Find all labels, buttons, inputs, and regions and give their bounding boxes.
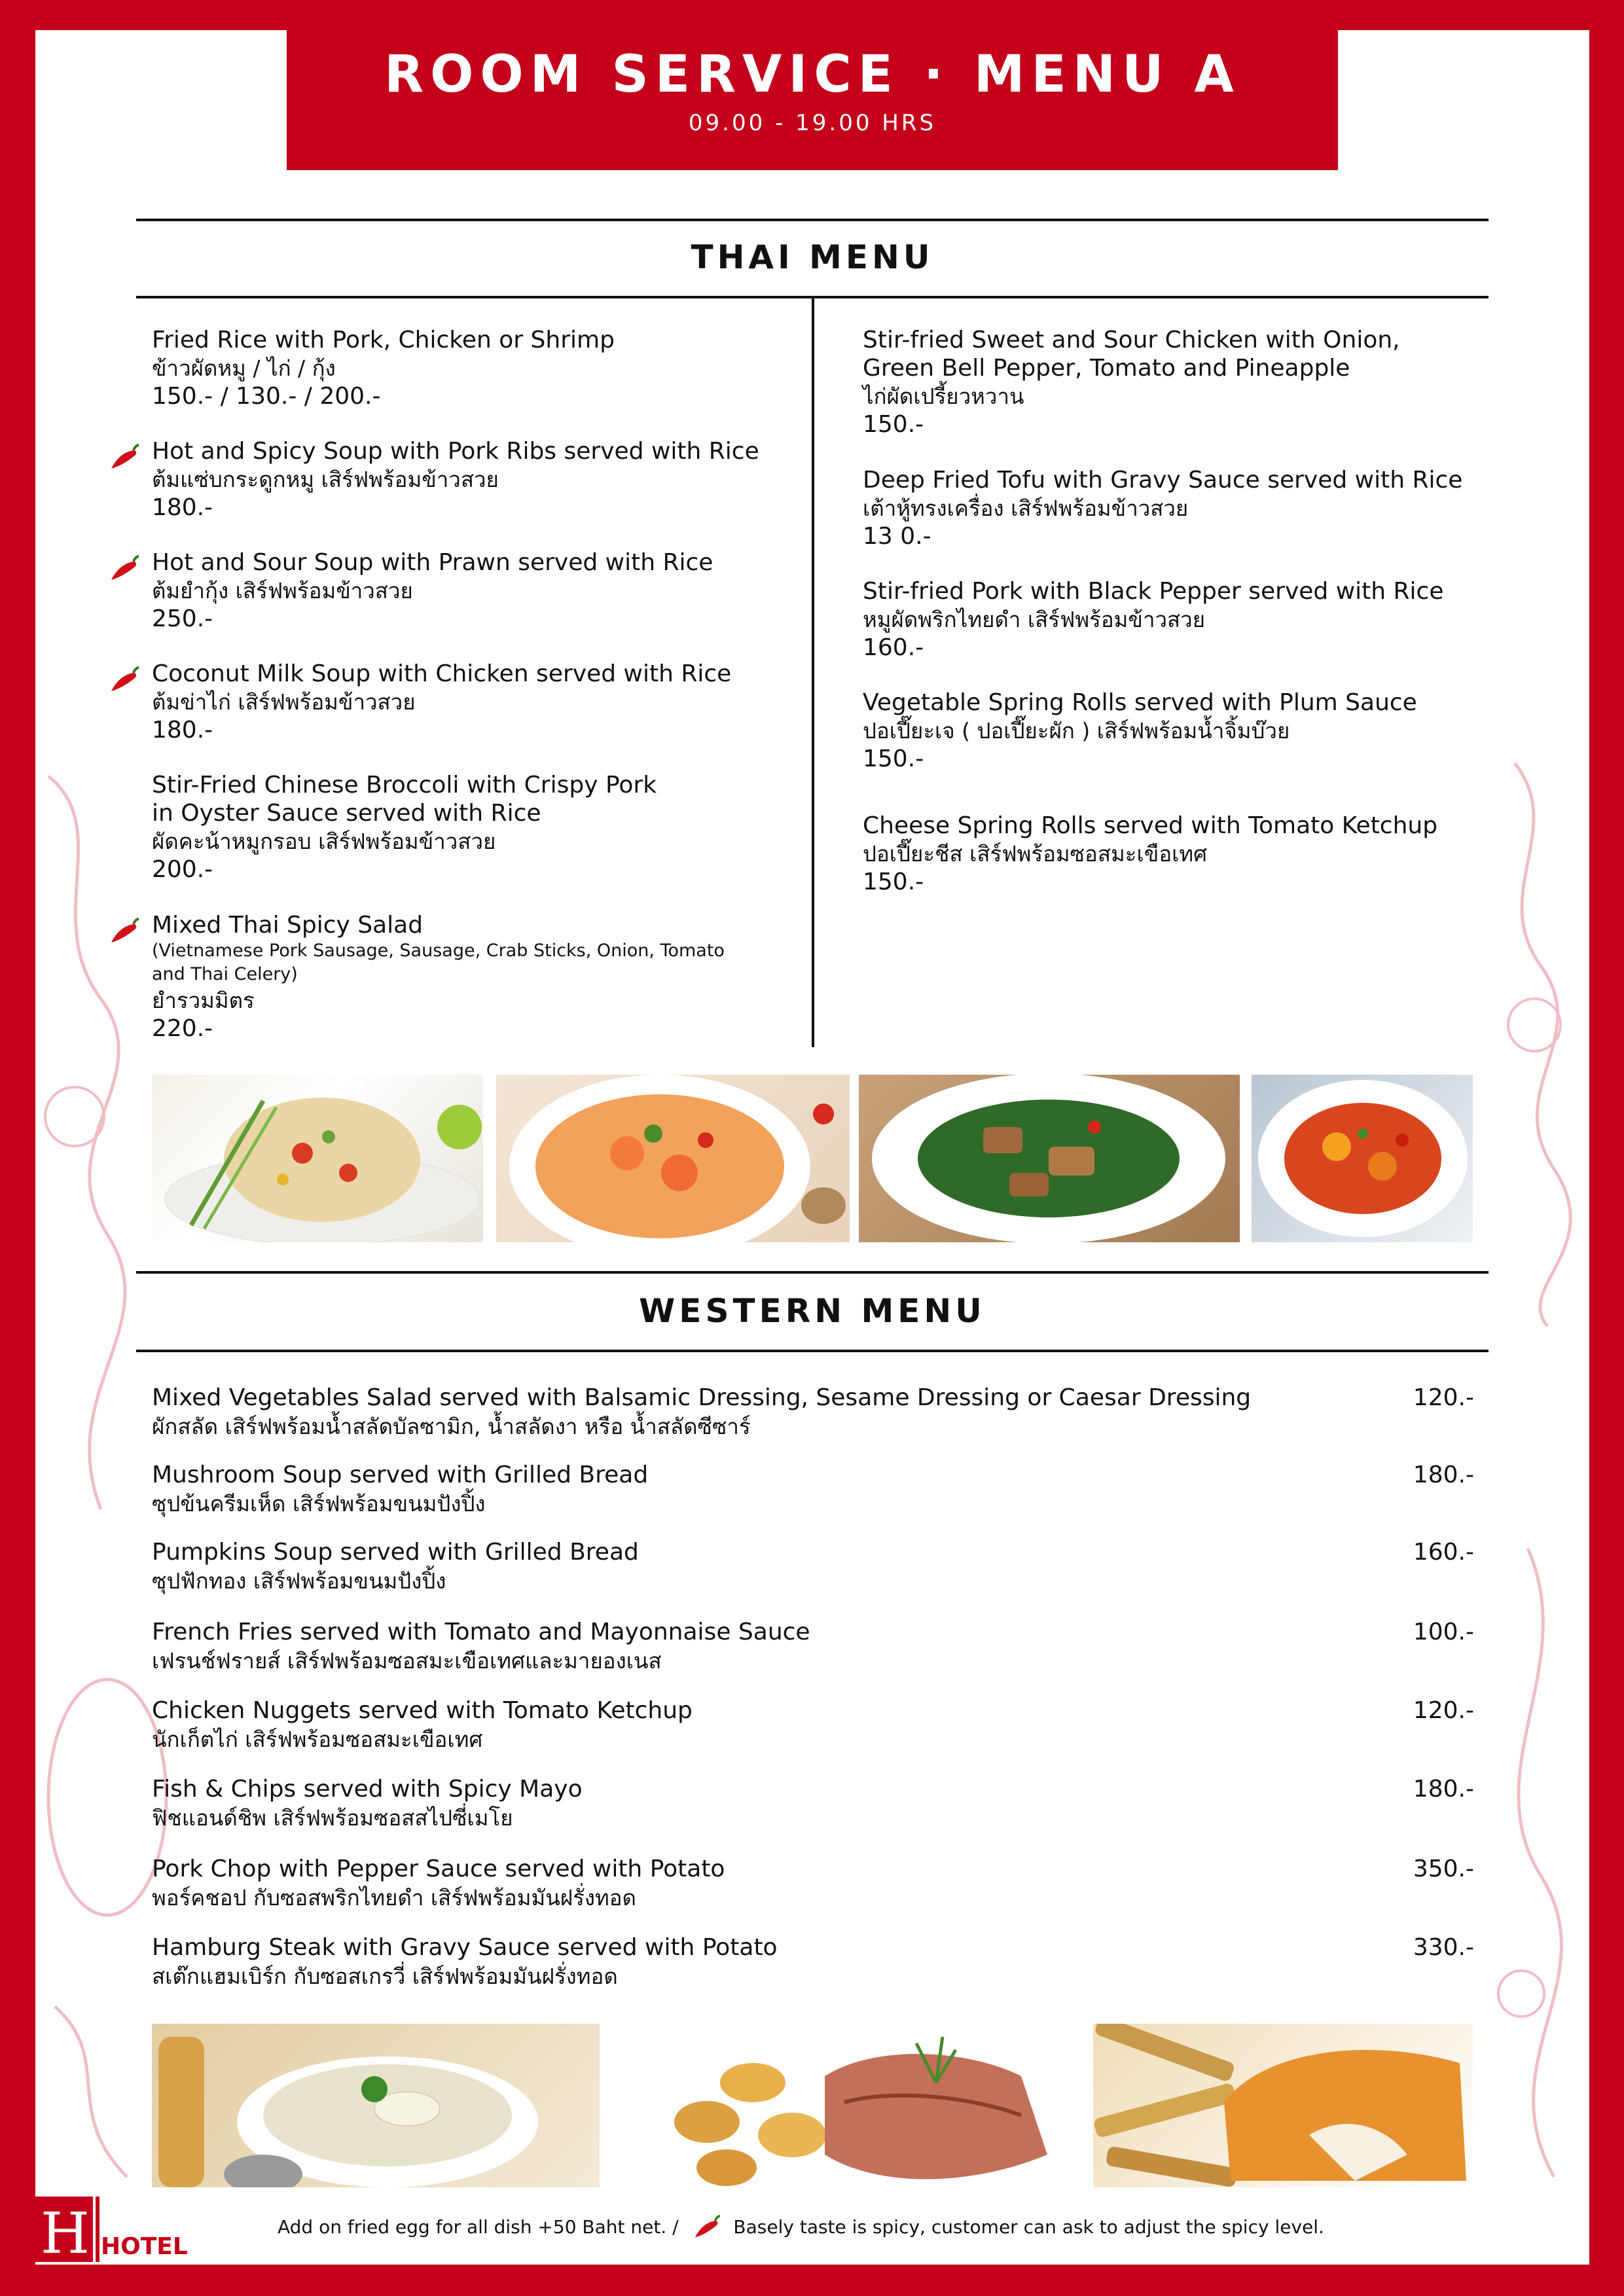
dish-name-en: Stir-fried Pork with Black Pepper served with Rice <box>863 578 1444 605</box>
dish-price: 180.- <box>152 494 213 521</box>
dish-name-en: Hamburg Steak with Gravy Sauce served with Potato <box>152 1934 778 1961</box>
thai-item <box>152 771 657 884</box>
dish-price: 150.- / 130.- / 200.- <box>152 383 381 410</box>
service-hours: 09.00 - 19.00 HRS <box>688 110 937 136</box>
western-item <box>152 1696 1474 1754</box>
dish-name-th: ปอเปี๊ยะชีส เสิร์ฟพร้อมซอสมะเขือเทศ <box>863 841 1208 867</box>
dish-price: 180.- <box>1413 1776 1474 1803</box>
page-title: ROOM SERVICE · MENU A <box>384 45 1240 104</box>
dish-name-en: Pumpkins Soup served with Grilled Bread <box>152 1539 639 1566</box>
column-divider <box>812 298 814 1047</box>
dish-name-th: ผักสลัด เสิร์ฟพร้อมน้ำสลัดบัลซามิก, น้ำสลัดงา หรือ น้ำสลัดซีซาร์ <box>152 1414 751 1439</box>
thai-item <box>863 326 1400 439</box>
thai-item <box>152 548 713 633</box>
dish-name-en: Green Bell Pepper, Tomato and Pineapple <box>863 355 1350 382</box>
dish-name-th: ต้มแซ่บกระดูกหมู เสิร์ฟพร้อมข้าวสวย <box>152 467 499 492</box>
mushroom-soup-photo <box>152 2024 600 2187</box>
western-item <box>152 1538 1474 1596</box>
footer-note <box>278 2215 1324 2241</box>
tom-yum-photo <box>496 1075 850 1242</box>
section-divider <box>136 219 1489 221</box>
pepper-doodle-icon <box>1462 1535 1587 2190</box>
dish-price: 350.- <box>1413 1856 1474 1882</box>
dish-price: 180.- <box>152 717 213 744</box>
dish-name-th: ซุปข้นครีมเห็ด เสิร์ฟพร้อมขนมปังปิ้ง <box>152 1491 486 1516</box>
dish-name-en: French Fries served with Tomato and Mayonnaise Sauce <box>152 1619 810 1645</box>
dish-name-en: Pork Chop with Pepper Sauce served with Potato <box>152 1856 725 1882</box>
dish-name-en: Fried Rice with Pork, Chicken or Shrimp <box>152 327 615 353</box>
western-item <box>152 1933 1474 1991</box>
section-divider <box>136 1350 1489 1352</box>
dish-price: 330.- <box>1413 1934 1474 1961</box>
chili-icon <box>107 666 140 695</box>
dish-price: 150.- <box>863 411 924 438</box>
dish-name-th: สเต๊กแฮมเบิร์ก กับซอสเกรวี่ เสิร์ฟพร้อมมันฝรั่งทอด <box>152 1964 618 1989</box>
dish-name-en: Coconut Milk Soup with Chicken served with Rice <box>152 660 732 687</box>
western-item <box>152 1775 1474 1833</box>
dish-name-th: ข้าวผัดหมู / ไก่ / กุ้ง <box>152 355 336 381</box>
dish-name-en: Fish & Chips served with Spicy Mayo <box>152 1776 583 1803</box>
dish-price: 200.- <box>152 856 213 883</box>
chili-icon <box>107 555 140 584</box>
vegetable-doodle-icon <box>1475 750 1587 1339</box>
fish-and-chips-photo <box>1093 2024 1473 2187</box>
western-menu-title: WESTERN MENU <box>639 1292 986 1330</box>
dish-name-en: in Oyster Sauce served with Rice <box>152 800 541 827</box>
dish-price: 250.- <box>152 605 213 632</box>
dish-name-th: เฟรนช์ฟรายส์ เสิร์ฟพร้อมซอสมะเขือเทศและมายองเนส <box>152 1648 662 1674</box>
dish-note: and Thai Celery) <box>152 964 298 984</box>
dish-price: 120.- <box>1413 1384 1474 1411</box>
dish-name-en: Vegetable Spring Rolls served with Plum Sauce <box>863 689 1417 716</box>
hotel-logo <box>35 2190 192 2265</box>
dish-name-th: ไก่ผัดเปรี้ยวหวาน <box>863 384 1024 409</box>
egg-addon-note: Add on fried egg for all dish +50 Baht net. / <box>278 2216 679 2238</box>
hotel-logo-text: HOTEL <box>101 2233 188 2260</box>
thai-item <box>863 689 1417 773</box>
dish-name-en: Mixed Vegetables Salad served with Balsamic Dressing, Sesame Dressing or Caesar Dressing <box>152 1384 1252 1411</box>
dish-name-th: เต้าหู้ทรงเครื่อง เสิร์ฟพร้อมข้าวสวย <box>863 495 1189 521</box>
dish-name-en: Stir-Fried Chinese Broccoli with Crispy Pork <box>152 772 657 798</box>
dish-price: 150.- <box>863 745 924 772</box>
dish-name-th: หมูผัดพริกไทยดำ เสิร์ฟพร้อมข้าวสวย <box>863 607 1206 632</box>
dish-name-th: ฟิชแอนด์ชิพ เสิร์ฟพร้อมซอสสไปซี่เมโย <box>152 1805 513 1831</box>
dish-price: 180.- <box>1413 1462 1474 1488</box>
dish-name-en: Deep Fried Tofu with Gravy Sauce served with Rice <box>863 467 1463 493</box>
western-item <box>152 1855 1474 1912</box>
dish-name-en: Hot and Spicy Soup with Pork Ribs served with Rice <box>152 438 759 465</box>
dish-price: 220.- <box>152 1015 213 1042</box>
menu-page <box>35 30 1589 2265</box>
dish-name-en: Hot and Sour Soup with Prawn served with Rice <box>152 549 713 576</box>
thai-item <box>152 911 725 1043</box>
dish-name-th: ซุปฟักทอง เสิร์ฟพร้อมขนมปังปิ้ง <box>152 1568 446 1594</box>
thai-item <box>152 326 615 410</box>
dish-name-th: ผัดคะน้าหมูกรอบ เสิร์ฟพร้อมข้าวสวย <box>152 829 496 854</box>
crispy-pork-photo <box>859 1075 1240 1242</box>
dish-name-th: ปอเปี๊ยะเจ ( ปอเปี๊ยะผัก ) เสิร์ฟพร้อมน้ำจิ้มบ๊วย <box>863 718 1290 744</box>
western-item <box>152 1618 1474 1676</box>
dish-price: 13 0.- <box>863 523 931 550</box>
chili-icon <box>691 2215 721 2241</box>
thai-item <box>152 437 759 522</box>
dish-price: 160.- <box>863 634 924 661</box>
thai-item <box>863 577 1443 662</box>
dish-name-th: ต้มยำกุ้ง เสิร์ฟพร้อมข้าวสวย <box>152 578 413 603</box>
pork-chop-photo <box>628 2024 1091 2187</box>
dish-name-en: Cheese Spring Rolls served with Tomato Ketchup <box>863 812 1438 839</box>
dish-name-en: Stir-fried Sweet and Sour Chicken with Onion, <box>863 327 1400 353</box>
western-item <box>152 1461 1474 1518</box>
sweet-sour-chicken-photo <box>1252 1075 1473 1242</box>
herb-doodle-icon <box>35 750 140 1535</box>
dish-name-th: ยำรวมมิตร <box>152 988 255 1013</box>
dish-note: (Vietnamese Pork Sausage, Sausage, Crab Sticks, Onion, Tomato <box>152 941 725 961</box>
thai-item <box>863 812 1437 896</box>
spicy-level-note: Basely taste is spicy, customer can ask to adjust the spicy level. <box>733 2216 1324 2238</box>
chili-icon <box>107 444 140 473</box>
western-item <box>152 1384 1474 1441</box>
svg-text:H: H <box>41 2201 90 2262</box>
dish-price: 160.- <box>1413 1539 1474 1566</box>
dish-price: 120.- <box>1413 1697 1474 1724</box>
thai-menu-title: THAI MENU <box>691 238 934 276</box>
fried-rice-photo <box>152 1075 483 1242</box>
dish-name-en: Mushroom Soup served with Grilled Bread <box>152 1462 649 1488</box>
header-banner <box>287 30 1338 170</box>
dish-price: 100.- <box>1413 1619 1474 1645</box>
dish-name-th: พอร์คชอป กับซอสพริกไทยดำ เสิร์ฟพร้อมมันฝรั่งทอด <box>152 1885 636 1910</box>
dish-name-th: ต้มข่าไก่ เสิร์ฟพร้อมข้าวสวย <box>152 689 416 715</box>
thai-item <box>863 466 1462 550</box>
section-divider <box>136 1271 1489 1274</box>
dish-price: 150.- <box>863 869 924 895</box>
dish-name-en: Chicken Nuggets served with Tomato Ketchup <box>152 1697 693 1724</box>
dish-name-th: นักเก็ตไก่ เสิร์ฟพร้อมซอสมะเขือเทศ <box>152 1727 483 1752</box>
dish-name-en: Mixed Thai Spicy Salad <box>152 912 424 939</box>
chili-icon <box>107 918 140 946</box>
thai-item <box>152 660 731 744</box>
